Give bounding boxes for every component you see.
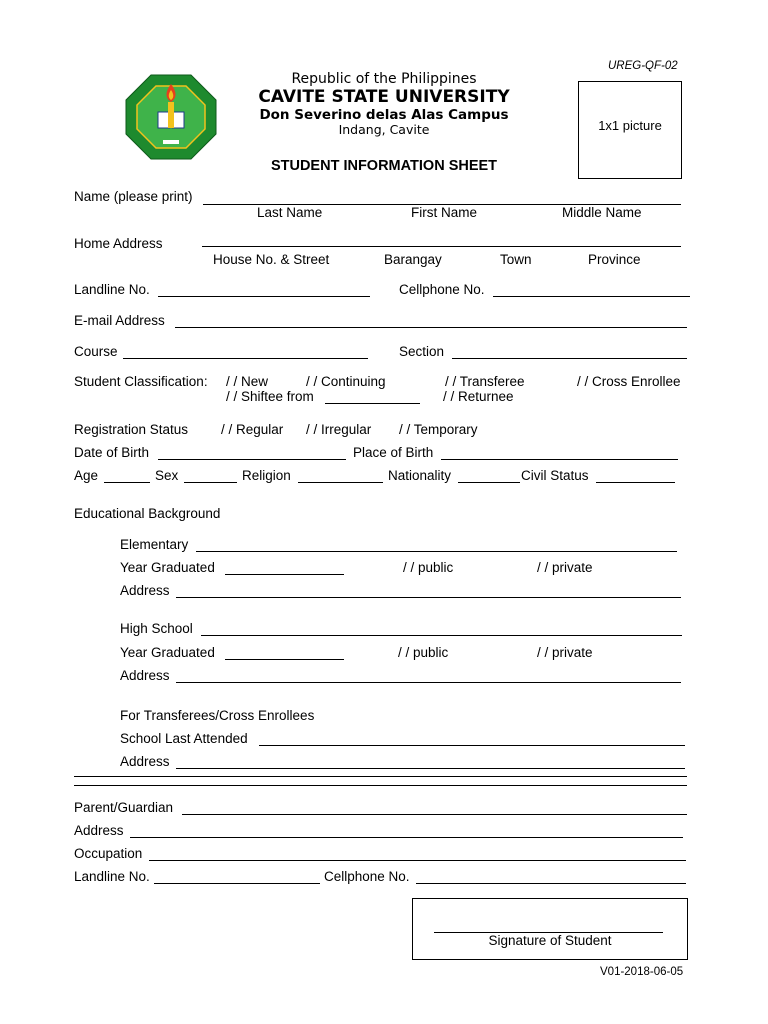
elementary-label: Elementary <box>120 537 189 552</box>
classification-continuing[interactable]: / / Continuing <box>306 374 386 389</box>
guardian-address-label: Address <box>74 823 124 838</box>
middle-name-sublabel: Middle Name <box>562 205 642 220</box>
course-field[interactable] <box>123 358 368 359</box>
university-logo <box>125 74 217 160</box>
parent-guardian-field[interactable] <box>182 814 687 815</box>
classification-transferee[interactable]: / / Transferee <box>445 374 525 389</box>
home-address-label: Home Address <box>74 236 163 251</box>
classification-label: Student Classification: <box>74 374 208 389</box>
section-label: Section <box>399 344 445 359</box>
cellphone-label: Cellphone No. <box>399 282 485 297</box>
elementary-address-field[interactable] <box>176 597 681 598</box>
form-title: STUDENT INFORMATION SHEET <box>270 158 498 174</box>
email-label: E-mail Address <box>74 313 165 328</box>
age-label: Age <box>74 468 99 483</box>
classification-cross-enrollee[interactable]: / / Cross Enrollee <box>577 374 681 389</box>
school-last-attended-label: School Last Attended <box>120 731 248 746</box>
street-sublabel: House No. & Street <box>213 252 330 267</box>
section-separator <box>74 776 687 786</box>
high-school-field[interactable] <box>201 635 682 636</box>
registration-label: Registration Status <box>74 422 189 437</box>
header-campus: Don Severino delas Alas Campus <box>259 107 509 123</box>
guardian-landline-label: Landline No. <box>74 869 150 884</box>
elementary-private-option[interactable]: / / private <box>537 560 593 575</box>
version-code: V01-2018-06-05 <box>600 966 684 978</box>
high-school-year-graduated-label: Year Graduated <box>120 645 215 660</box>
educational-background-heading: Educational Background <box>74 506 221 521</box>
pob-label: Place of Birth <box>353 445 434 460</box>
nationality-field[interactable] <box>458 482 520 483</box>
home-address-field[interactable] <box>202 246 681 247</box>
religion-label: Religion <box>242 468 291 483</box>
dob-field[interactable] <box>158 459 346 460</box>
parent-guardian-label: Parent/Guardian <box>74 800 174 815</box>
occupation-field[interactable] <box>149 860 686 861</box>
classification-shiftee[interactable]: / / Shiftee from <box>226 389 314 404</box>
header-republic: Republic of the Philippines <box>291 71 477 87</box>
signature-box[interactable] <box>412 898 688 960</box>
high-school-address-field[interactable] <box>176 682 681 683</box>
guardian-cellphone-field[interactable] <box>416 883 686 884</box>
civil-status-field[interactable] <box>596 482 675 483</box>
elementary-address-label: Address <box>120 583 170 598</box>
high-school-label: High School <box>120 621 193 636</box>
transferee-address-label: Address <box>120 754 170 769</box>
name-label: Name (please print) <box>74 189 193 204</box>
high-school-public-option[interactable]: / / public <box>398 645 449 660</box>
landline-label: Landline No. <box>74 282 150 297</box>
picture-box[interactable] <box>578 81 682 179</box>
shiftee-from-field[interactable] <box>325 403 420 404</box>
occupation-label: Occupation <box>74 846 143 861</box>
school-last-attended-field[interactable] <box>259 745 685 746</box>
pob-field[interactable] <box>441 459 678 460</box>
signature-label: Signature of Student <box>488 933 612 948</box>
elementary-public-option[interactable]: / / public <box>403 560 454 575</box>
age-field[interactable] <box>104 482 150 483</box>
high-school-year-graduated-field[interactable] <box>225 659 344 660</box>
sex-field[interactable] <box>184 482 237 483</box>
town-sublabel: Town <box>500 252 532 267</box>
guardian-cellphone-label: Cellphone No. <box>324 869 410 884</box>
last-name-sublabel: Last Name <box>257 205 323 220</box>
landline-field[interactable] <box>158 296 370 297</box>
dob-label: Date of Birth <box>74 445 150 460</box>
transferee-heading: For Transferees/Cross Enrollees <box>120 708 315 723</box>
classification-new[interactable]: / / New <box>226 374 269 389</box>
registration-temporary[interactable]: / / Temporary <box>399 422 478 437</box>
sex-label: Sex <box>155 468 179 483</box>
classification-returnee[interactable]: / / Returnee <box>443 389 514 404</box>
elementary-year-graduated-label: Year Graduated <box>120 560 215 575</box>
guardian-landline-field[interactable] <box>154 883 320 884</box>
religion-field[interactable] <box>298 482 383 483</box>
course-label: Course <box>74 344 118 359</box>
header-location: Indang, Cavite <box>338 122 430 137</box>
registration-regular[interactable]: / / Regular <box>221 422 284 437</box>
nationality-label: Nationality <box>388 468 452 483</box>
transferee-address-field[interactable] <box>176 768 685 769</box>
elementary-field[interactable] <box>196 551 677 552</box>
header-university: CAVITE STATE UNIVERSITY <box>258 87 510 107</box>
picture-box-label: 1x1 picture <box>598 118 662 133</box>
high-school-address-label: Address <box>120 668 170 683</box>
guardian-address-field[interactable] <box>130 837 683 838</box>
elementary-year-graduated-field[interactable] <box>225 574 344 575</box>
registration-irregular[interactable]: / / Irregular <box>306 422 372 437</box>
civil-status-label: Civil Status <box>521 468 589 483</box>
barangay-sublabel: Barangay <box>384 252 442 267</box>
form-code: UREG-QF-02 <box>608 60 678 72</box>
section-field[interactable] <box>452 358 687 359</box>
first-name-sublabel: First Name <box>411 205 478 220</box>
province-sublabel: Province <box>588 252 641 267</box>
cellphone-field[interactable] <box>493 296 690 297</box>
email-field[interactable] <box>175 327 687 328</box>
high-school-private-option[interactable]: / / private <box>537 645 593 660</box>
